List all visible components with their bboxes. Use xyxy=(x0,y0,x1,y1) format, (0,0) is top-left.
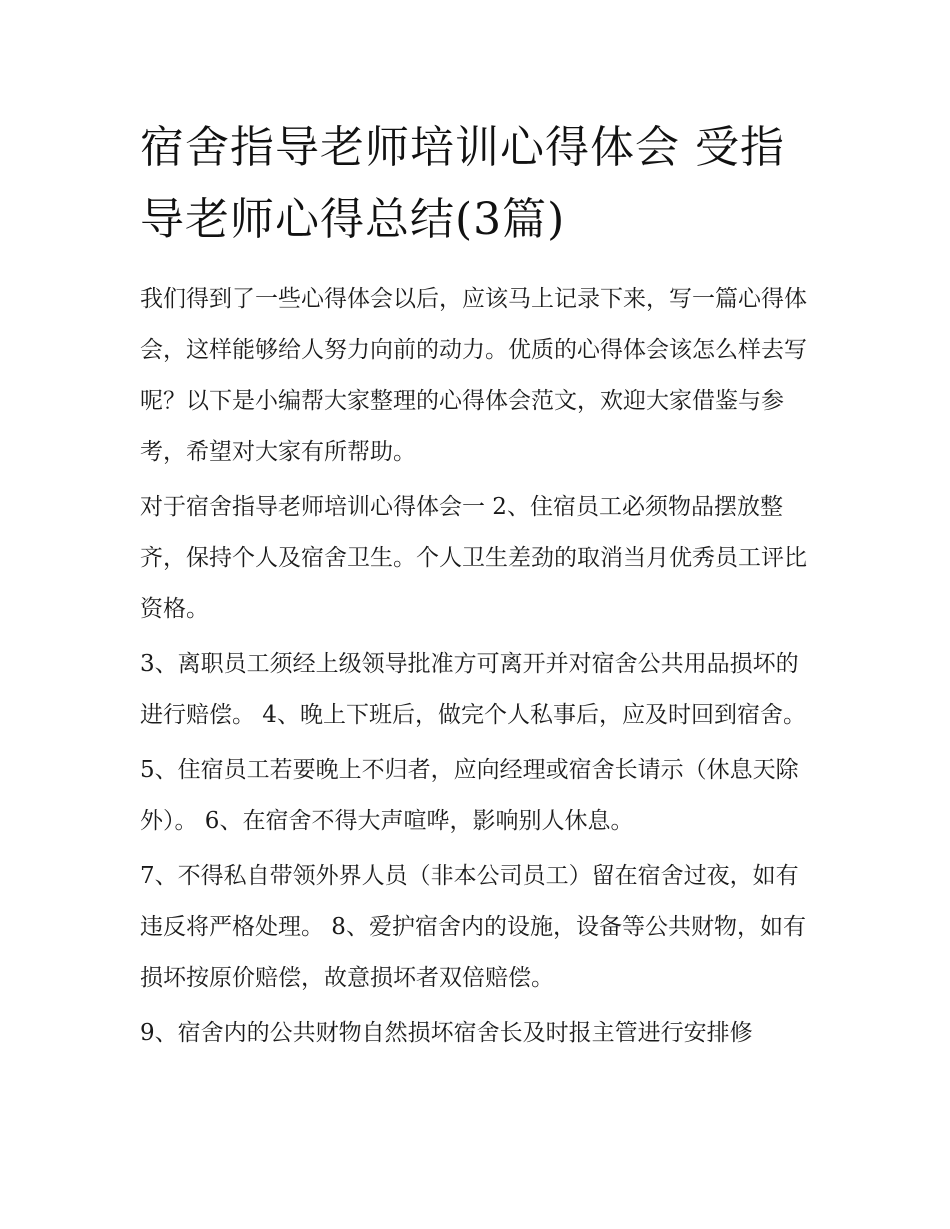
document-page xyxy=(140,112,815,1063)
body-paragraph-rule-9: 9、宿舍内的公共财物自然损坏宿舍长及时报主管进行安排修 xyxy=(140,1020,753,1046)
body-paragraph-rules-5-6: 5、住宿员工若要晚上不归者，应向经理或宿舍长请示（休息天除外）。 6、在宿舍不得大声喧哗，影响别人休息。 xyxy=(140,757,799,834)
body-paragraph-rules-3-4: 3、离职员工须经上级领导批准方可离开并对宿舍公共用品损坏的进行赔偿。 4、晚上下班后，做完个人私事后，应及时回到宿舍。 xyxy=(140,651,806,728)
document-title: 宿舍指导老师培训心得体会 受指导老师心得总结(3篇) xyxy=(140,122,785,245)
body-paragraph-rules-7-8: 7、不得私自带领外界人员（非本公司员工）留在宿舍过夜，如有违反将严格处理。 8、爱护宿舍内的设施，设备等公共财物，如有损坏按原价赔偿，故意损坏者双倍赔偿。 xyxy=(140,863,806,991)
body-paragraph-rule-2: 对于宿舍指导老师培训心得体会一 2、住宿员工必须物品摆放整齐，保持个人及宿舍卫生。个人卫生差劲的取消当月优秀员工评比资格。 xyxy=(140,494,807,622)
intro-paragraph: 我们得到了一些心得体会以后，应该马上记录下来，写一篇心得体会，这样能够给人努力向前的动力。优质的心得体会该怎么样去写呢？以下是小编帮大家整理的心得体会范文，欢迎大家借鉴与参考，希望对大家有所帮助。 xyxy=(140,286,807,465)
